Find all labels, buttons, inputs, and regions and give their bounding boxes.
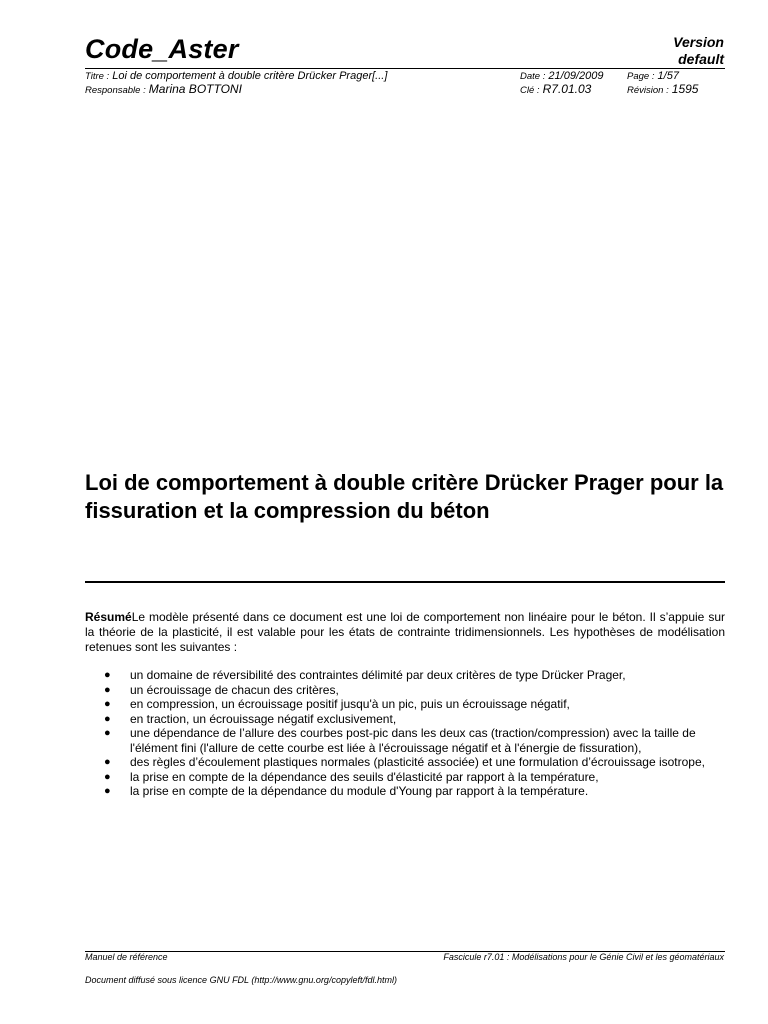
cle-value: R7.01.03 xyxy=(542,82,592,96)
bullet-icon: ● xyxy=(104,727,111,739)
bullet-icon: ● xyxy=(104,785,111,797)
titre-value: Loi de comportement à double critère Drücker Prager[...] xyxy=(112,70,388,82)
list-item: ● la prise en compte de la dépendance du module d'Young par rapport à la température. xyxy=(104,784,589,798)
list-item: ● une dépendance de l’allure des courbes post-pic dans les deux cas (traction/compression) avec la taille de l'élément fini (l'allure de cette courbe est liée à l'écrouissage négatif et à l'énergie de fissuration), xyxy=(104,726,696,755)
code-aster-logo: Code_Aster xyxy=(85,34,239,64)
version-line2: default xyxy=(678,51,724,67)
document-title: Loi de comportement à double critère Drücker Prager pour la fissuration et la compression du béton xyxy=(85,470,724,523)
list-item: ● un écrouissage de chacun des critères, xyxy=(104,682,339,697)
hypotheses-list xyxy=(104,668,725,799)
bullet-icon: ● xyxy=(104,683,111,696)
bullet-icon: ● xyxy=(104,669,111,681)
list-item: ● en compression, un écrouissage positif jusqu'à un pic, puis un écrouissage négatif, xyxy=(104,697,570,711)
bullet-icon: ● xyxy=(104,698,111,710)
title-rule xyxy=(85,581,725,583)
list-item: ● un domaine de réversibilité des contraintes délimité par deux critères de type Drücker Prager, xyxy=(104,668,626,682)
version-label xyxy=(673,34,724,68)
list-item: ● des règles d’écoulement plastiques normales (plasticité associée) et une formulation d’écrouissage isotrope, xyxy=(104,755,705,769)
version-line1: Version xyxy=(673,34,724,50)
page-label: Page : xyxy=(627,71,655,82)
cle-field xyxy=(520,82,591,98)
resume-text: Le modèle présenté dans ce document est une loi de comportement non linéaire pour le béton. Il s’appuie sur la théorie de la plasticité, il est valable pour les états de contrainte tridimensionnels. Les hypothèses de modélisation retenues sont les suivantes : xyxy=(85,610,725,654)
bullet-icon: ● xyxy=(104,770,111,783)
responsable-value: Marina BOTTONI xyxy=(148,82,242,96)
resume-paragraph xyxy=(85,610,725,655)
footer-left: Manuel de référence xyxy=(85,952,168,962)
responsable-label: Responsable : xyxy=(85,85,146,96)
page-value: 1/57 xyxy=(657,70,679,82)
bullet-icon: ● xyxy=(104,756,111,768)
list-item: ● en traction, un écrouissage négatif exclusivement, xyxy=(104,711,397,726)
footer-license: Document diffusé sous licence GNU FDL (http://www.gnu.org/copyleft/fdl.html) xyxy=(85,975,397,985)
responsable-field xyxy=(85,82,242,98)
cle-label: Clé : xyxy=(520,85,540,96)
bullet-icon: ● xyxy=(104,712,111,725)
titre-label: Titre : xyxy=(85,71,110,82)
list-item: ● la prise en compte de la dépendance des seuils d'élasticité par rapport à la température, xyxy=(104,769,599,784)
revision-field xyxy=(627,82,698,98)
date-value: 21/09/2009 xyxy=(548,70,604,82)
date-label: Date : xyxy=(520,71,546,82)
resume-label: Résumé xyxy=(85,610,132,624)
footer-right: Fascicule r7.01 : Modélisations pour le Génie Civil et les géomatériaux xyxy=(443,952,724,962)
revision-label: Révision : xyxy=(627,85,669,96)
revision-value: 1595 xyxy=(671,82,699,96)
